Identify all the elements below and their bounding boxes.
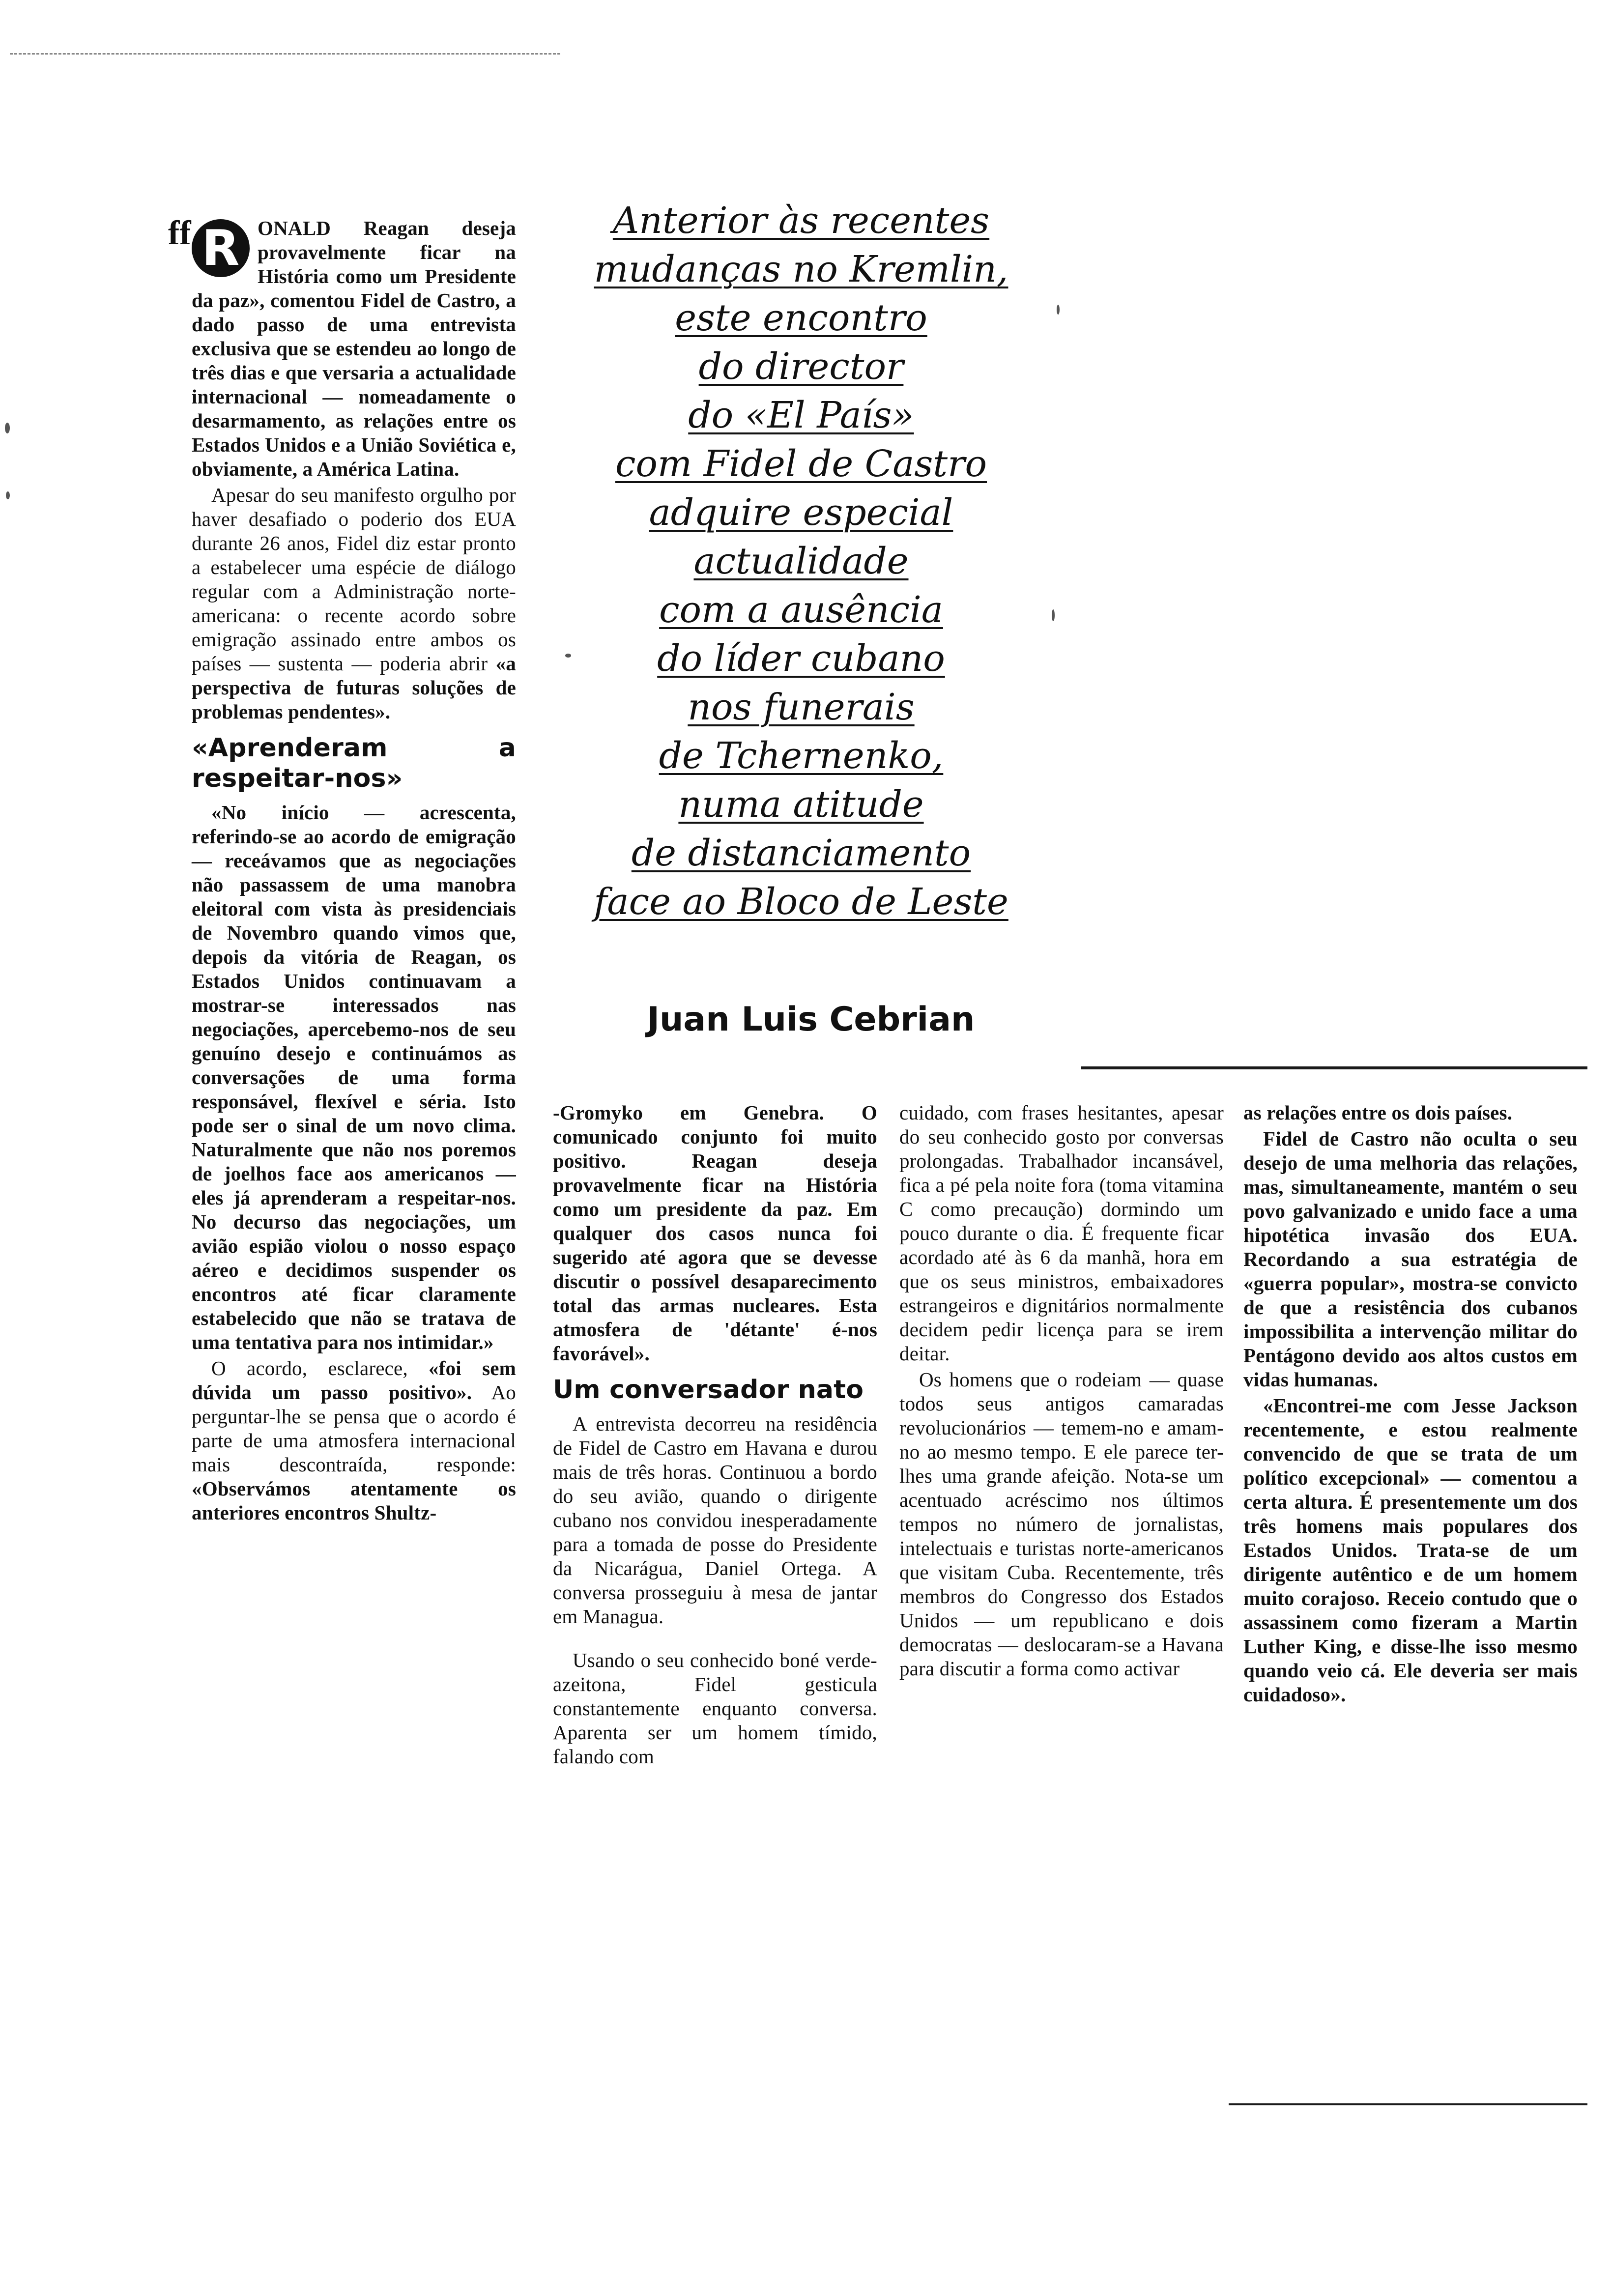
col4-paragraph-2: Fidel de Castro não oculta o seu desejo de uma melhoria das relações, mas, simultaneamente, mantém o seu povo galvanizado e unido face a uma hipotética invasão dos EUA. Recordando a sua estratégia de «guerra popular», mostra-se convicto de que a resistência dos cubanos impossibilita a intervenção militar do Pentágono devido aos altos custos em vidas humanas. (1243, 1127, 1578, 1391)
col2-paragraph-1: -Gromyko em Genebra. O comunicado conjunto foi muito positivo. Reagan deseja provavelmente ficar na História como um presidente da paz. Em qualquer dos casos nunca foi sugerido até agora que se devesse discutir o possível desaparecimento total das armas nucleares. Esta atmosfera de 'détante' é-nos favorável». (553, 1101, 877, 1365)
headline-line: Anterior às recentes (612, 200, 990, 242)
headline-line: este encontro (675, 297, 927, 339)
opening-quote-mark: ff (168, 214, 191, 252)
col2-paragraph-3: Usando o seu conhecido boné verde-azeitona, Fidel gesticula constantemente enquanto conversa. Aparenta ser um homem tímido, falando com (553, 1649, 877, 1768)
col3-paragraph-1: cuidado, com frases hesitantes, apesar do seu conhecido gosto por conversas prolongadas. Trabalhador incansável, fica a pé pela noite fora (toma vitamina C como precaução) dormindo um pouco durante o dia. É frequente ficar acordado até às 6 da manhã, hora em que os seus ministros, embaixadores estrangeiros e dignitários normalmente decidem pedir licença para se irem deitar. (899, 1101, 1224, 1365)
headline-line: adquire especial (649, 491, 953, 534)
headline-line: com Fidel de Castro (615, 443, 987, 485)
headline-line: nos funerais (688, 686, 915, 728)
headline-line: actualidade (693, 540, 909, 582)
headline-line: de distanciamento (631, 832, 971, 874)
headline-line: com a ausência (659, 589, 943, 631)
col2-paragraph-2: A entrevista decorreu na residência de Fidel de Castro em Havana e durou mais de três horas. Continuou a bordo do seu avião, quando o dirigente cubano nos convidou inesperadamente para a tomada de posse do Presidente da Nicarágua, Daniel Ortega. A conversa prosseguiu à mesa de jantar em Managua. (553, 1412, 877, 1628)
col1-lead-text: ONALD Reagan deseja provavelmente ficar na História como um Presidente da paz», comentou Fidel de Castro, a dado passo de uma entrevista exclusiva que se estendeu ao longo de três dias e que versaria a actualidade internacional — nomeadamente o desarmamento, as relações entre os Estados Unidos e a União Soviética e, obviamente, a América Latina. (192, 217, 516, 480)
column-1 (192, 216, 516, 1527)
scan-edge-line (10, 53, 560, 55)
author-byline: Juan Luis Cebrian (647, 1000, 975, 1039)
headline-line: do «El País» (688, 394, 914, 436)
col4-paragraph-1: as relações entre os dois países. (1243, 1101, 1513, 1124)
col1-paragraph-3: «No início — acrescenta, referindo-se ao acordo de emigração — receávamos que as negociações não passassem de uma manobra eleitoral com vista às presidenciais de Novembro quando vimos que, depois da vitória de Reagan, os Estados Unidos continuavam a mostrar-se interessados nas negociações, apercebemo-nos de seu genuíno desejo e continuámos as conversações de uma forma responsável, flexível e séria. Isto pode ser o sinal de um novo clima. Naturalmente que não nos poremos de joelhos face aos americanos — eles já aprenderam a respeitar-nos. No decurso das negociações, um avião espião violou o nosso espaço aéreo e decidimos suspender os encontros até ficar claramente estabelecido que não se tratava de uma tentativa para nos intimidar.» (192, 801, 516, 1353)
column-4 (1243, 1101, 1578, 1709)
section-rule (1229, 2103, 1587, 2105)
scan-speck (6, 491, 10, 499)
headline-line: de Tchernenko, (659, 735, 944, 777)
col1-subheading: «Aprenderam a respeitar-nos» (192, 733, 516, 793)
headline-line: numa atitude (678, 783, 924, 826)
col2-subheading: Um conversador nato (553, 1375, 864, 1405)
headline-line: face ao Bloco de Leste (594, 881, 1008, 923)
col1-paragraph-4: O acordo, esclarece, «foi sem dúvida um passo positivo». Ao perguntar-lhe se pensa que o acordo é parte de uma atmosfera internacional mais descontraída, responde: «Observámos atentamente os anteriores encontros Shultz- (192, 1357, 516, 1524)
col1-paragraph-2: Apesar do seu manifesto orgulho por haver desafiado o poderio dos EUA durante 26 anos, Fidel diz estar pronto a estabelecer uma espécie de diálogo regular com a Administração norte-americana: o recente acordo sobre emigração assinado entre ambos os países — sustenta — poderia abrir «a perspectiva de futuras soluções de problemas pendentes». (192, 484, 516, 723)
col3-paragraph-2: Os homens que o rodeiam — quase todos seus antigos camaradas revolucionários — temem-no e amam-no ao mesmo tempo. E ele parece ter-lhes uma grande afeição. Nota-se um acentuado acréscimo nos últimos tempos no número de jornalistas, intelectuais e turistas norte-americanos que visitam Cuba. Recentemente, três membros do Congresso dos Estados Unidos — um republicano e dois democratas — deslocaram-se a Havana para discutir a forma como activar (899, 1368, 1224, 1680)
drop-cap: R (192, 219, 250, 277)
section-rule (1081, 1066, 1587, 1069)
col1-lead-paragraph (192, 216, 516, 481)
headline-line: mudanças no Kremlin, (594, 248, 1008, 290)
headline-line: do líder cubano (657, 637, 945, 680)
column-3 (899, 1101, 1224, 1683)
column-2 (553, 1101, 877, 1771)
headline-line: do director (698, 345, 904, 388)
headline-block (541, 197, 1062, 926)
scan-speck (5, 423, 10, 433)
col4-paragraph-3: «Encontrei-me com Jesse Jackson recentemente, e estou realmente convencido de que se trata de um político excepcional» — comentou a certa altura. É presentemente um dos três homens mais populares dos Estados Unidos. Trata-se de um dirigente autêntico e de um homem muito corajoso. Receio contudo que o assassinem como fizeram a Martin Luther King, e disse-lhe isso mesmo quando veio cá. Ele deveria ser mais cuidadoso». (1243, 1394, 1578, 1706)
